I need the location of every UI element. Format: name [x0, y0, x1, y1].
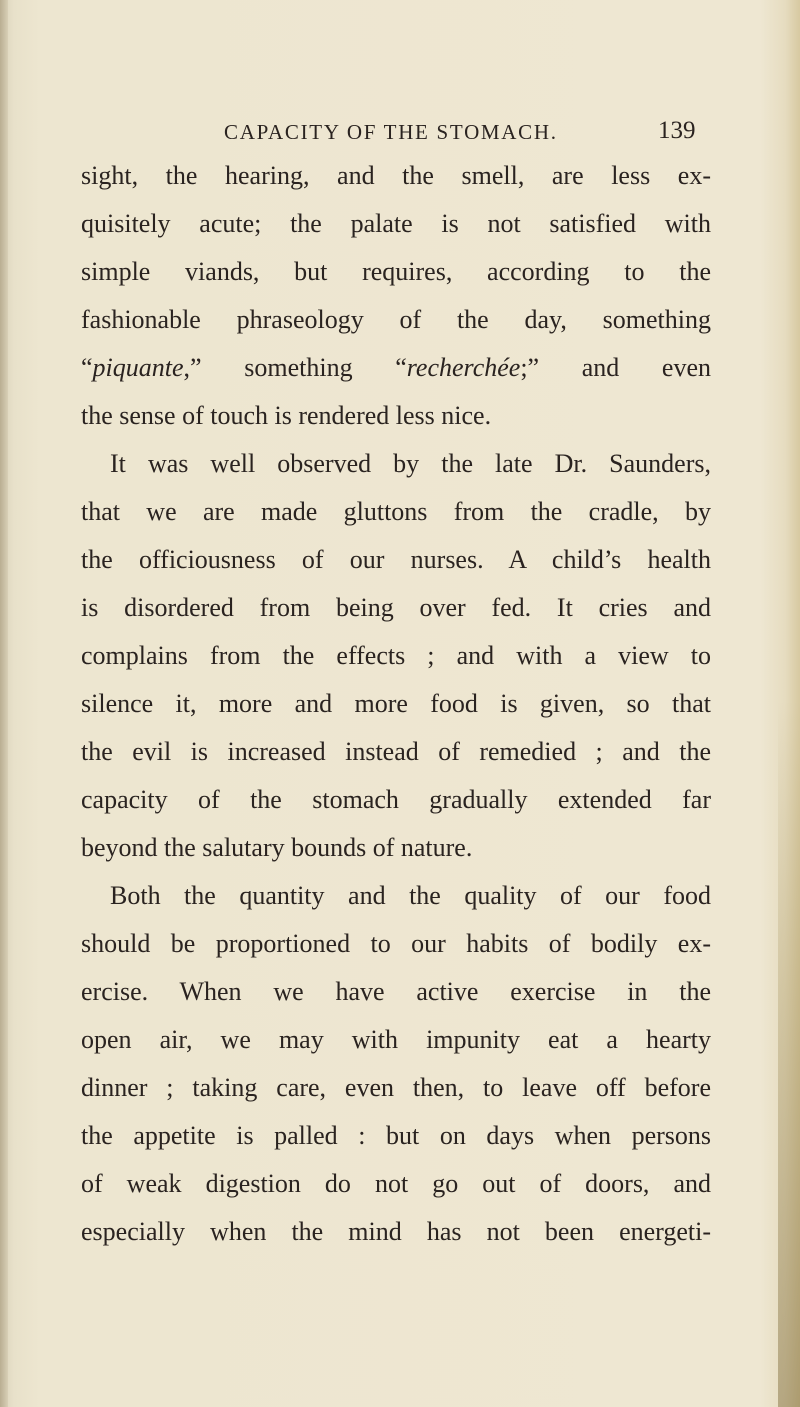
text-line: simple viands, but requires, according to the	[81, 257, 711, 286]
text-line: It was well observed by the late Dr. Saunders,	[110, 449, 711, 478]
text-line: complains from the effects ; and with a view to	[81, 641, 711, 670]
text-line: capacity of the stomach gradually extended far	[81, 785, 711, 814]
text-line: of weak digestion do not go out of doors, and	[81, 1169, 711, 1198]
text-line: sight, the hearing, and the smell, are less ex-	[81, 161, 711, 190]
italic-phrase: recherchée	[406, 353, 521, 382]
text-line: open air, we may with impunity eat a hearty	[81, 1025, 711, 1054]
running-head	[0, 110, 800, 150]
text-line: is disordered from being over fed. It cries and	[81, 593, 711, 622]
text-line: silence it, more and more food is given, so that	[81, 689, 711, 718]
text-line: dinner ; taking care, even then, to leave off before	[81, 1073, 711, 1102]
text-line: the appetite is palled : but on days when persons	[81, 1121, 711, 1150]
text-line: the sense of touch is rendered less nice.	[81, 401, 492, 430]
text-line: the officiousness of our nurses. A child’s health	[81, 545, 711, 574]
text-run: ;” and even	[520, 353, 711, 382]
text-line: ercise. When we have active exercise in the	[81, 977, 711, 1006]
text-line: Both the quantity and the quality of our food	[110, 881, 711, 910]
text-line: beyond the salutary bounds of nature.	[81, 833, 473, 862]
italic-phrase: piquante	[92, 353, 184, 382]
text-line	[81, 344, 711, 392]
text-line: especially when the mind has not been energeti-	[81, 1217, 711, 1246]
page-edge-shadow	[778, 700, 800, 1407]
text-line: fashionable phraseology of the day, something	[81, 305, 711, 334]
text-line: quisitely acute; the palate is not satisfied with	[81, 209, 711, 238]
body-text	[81, 152, 711, 1256]
text-line: should be proportioned to our habits of bodily ex-	[81, 929, 711, 958]
text-line: the evil is increased instead of remedied ; and the	[81, 737, 711, 766]
text-run: ,” something “	[183, 353, 407, 382]
text-run: “	[81, 353, 93, 382]
page-number: 139	[658, 117, 696, 144]
binding-edge	[0, 0, 8, 1407]
text-line: that we are made gluttons from the cradle, by	[81, 497, 711, 526]
running-title: CAPACITY OF THE STOMACH.	[224, 120, 558, 144]
